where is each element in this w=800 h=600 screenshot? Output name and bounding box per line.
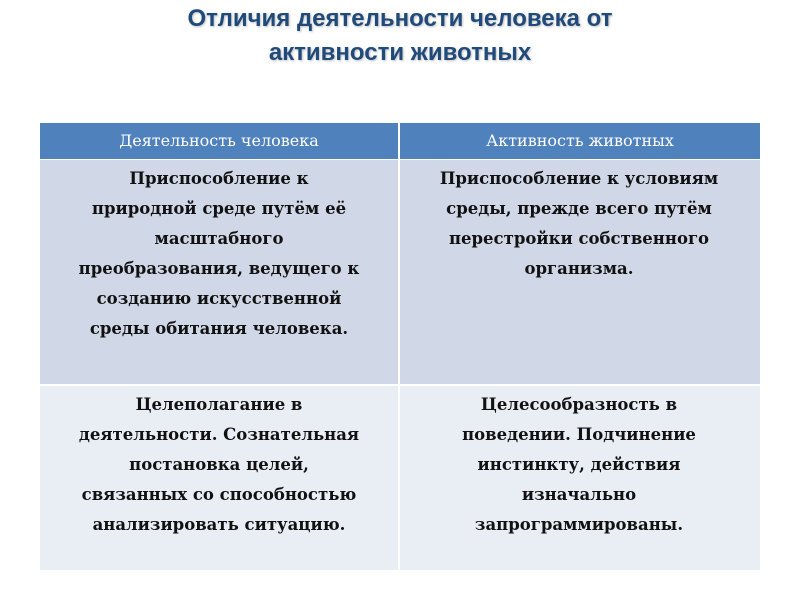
cell-line: масштабного	[154, 229, 284, 248]
cell-line: среды, прежде всего путём	[446, 199, 712, 218]
cell-line: инстинкту, действия	[477, 455, 681, 474]
table-cell-animal	[398, 386, 758, 570]
table-row	[40, 386, 760, 570]
cell-line: среды обитания человека.	[89, 319, 349, 338]
cell-line: созданию искусственной	[96, 289, 342, 308]
cell-line: природной среде путём её	[91, 199, 347, 218]
cell-line: перестройки собственного	[448, 229, 710, 248]
cell-line: Приспособление к	[129, 169, 309, 188]
cell-line: поведении. Подчинение	[462, 425, 696, 444]
table-cell-human	[40, 386, 398, 570]
cell-line: деятельности. Сознательная	[78, 425, 360, 444]
comparison-table	[40, 123, 760, 570]
header-animal-activity: Активность животных	[398, 123, 760, 159]
cell-line: Приспособление к условиям	[439, 169, 719, 188]
cell-line: преобразования, ведущего к	[78, 259, 360, 278]
cell-line: постановка целей,	[129, 455, 309, 474]
table-cell-human	[40, 160, 398, 385]
cell-line: связанных со способностью	[81, 485, 357, 504]
cell-line: Целеполагание в	[135, 395, 303, 414]
header-human-activity: Деятельность человека	[119, 131, 319, 150]
title-line-1: Отличия деятельности человека от	[187, 5, 613, 32]
table-row	[40, 160, 760, 385]
cell-line: изначально	[521, 485, 637, 504]
cell-line: запрограммированы.	[474, 515, 684, 534]
cell-line: анализировать ситуацию.	[92, 515, 346, 534]
cell-line: организма.	[524, 259, 634, 278]
cell-line: Целесообразность в	[480, 395, 678, 414]
title-line-2: активности животных	[268, 39, 532, 66]
table-cell-animal	[398, 160, 758, 385]
slide-title	[80, 2, 720, 70]
table-header-row	[40, 123, 760, 159]
